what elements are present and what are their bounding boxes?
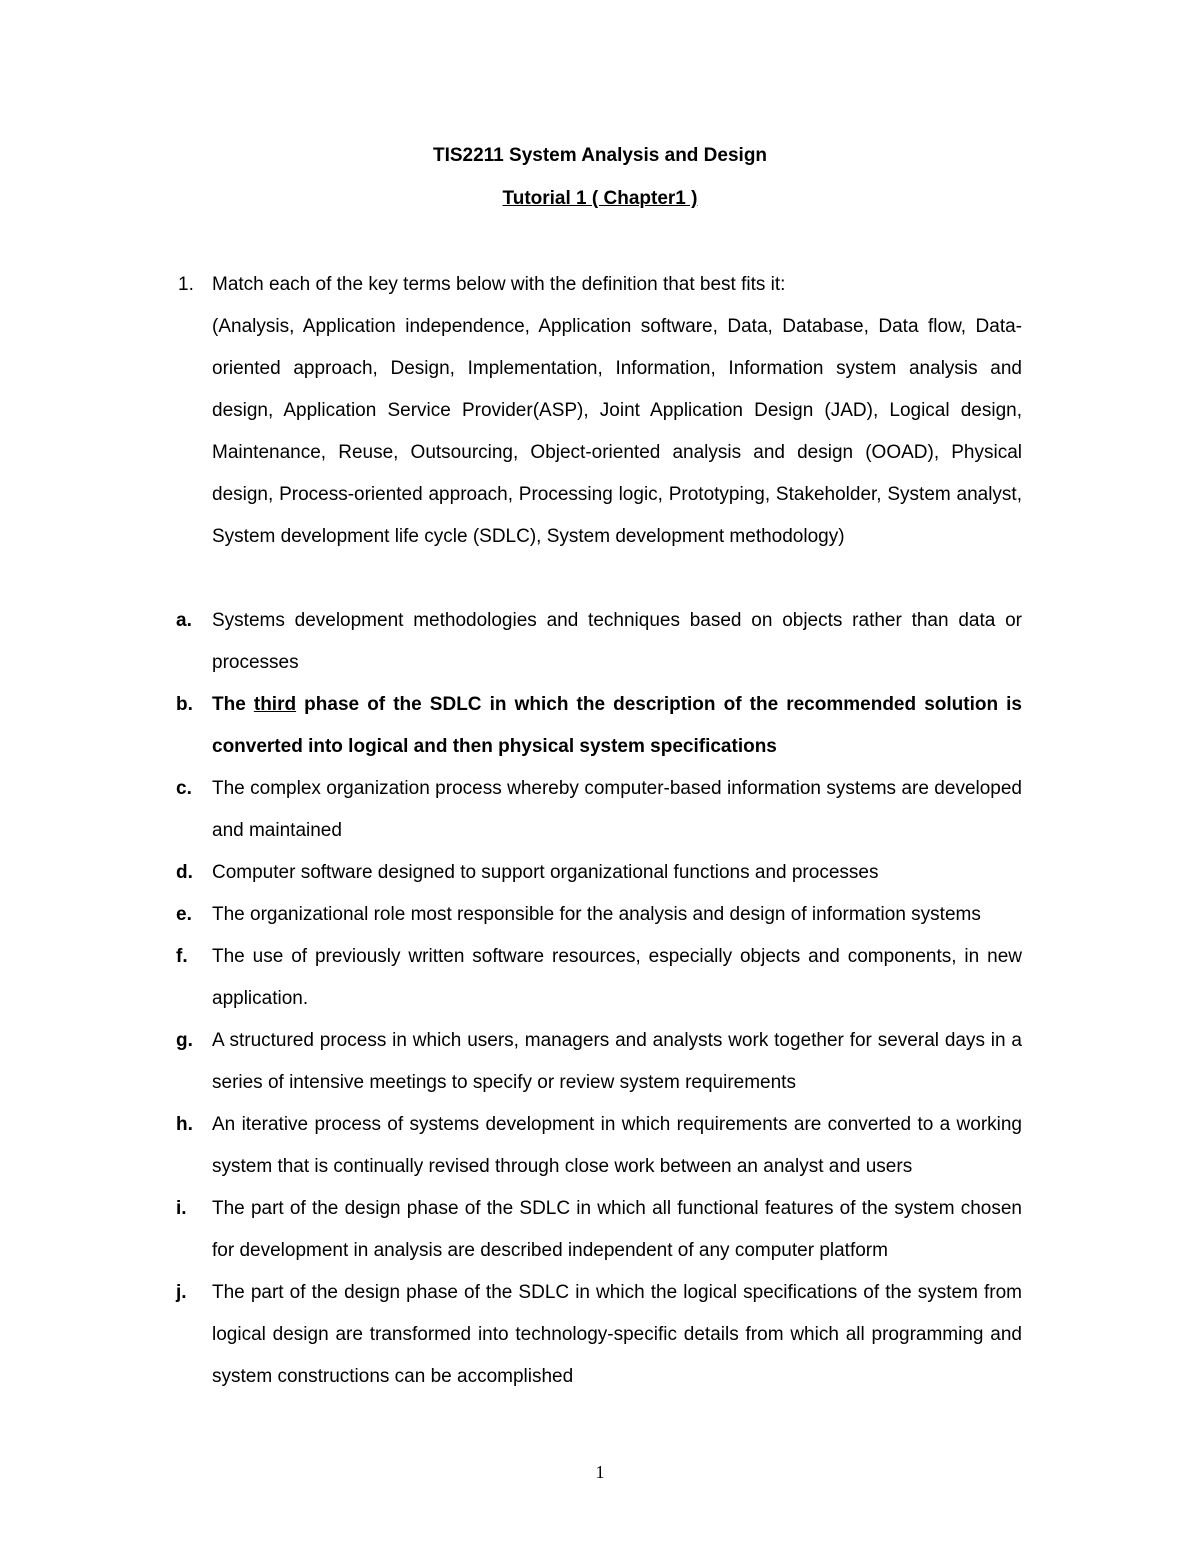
item-letter: e. <box>176 904 192 925</box>
item-text: A structured process in which users, managers and analysts work together for several days in a series of intensive meetings to specify or review system requirements <box>212 1030 1022 1093</box>
item-text: Systems development methodologies and techniques based on objects rather than data or processes <box>212 610 1022 673</box>
document-subtitle: Tutorial 1 ( Chapter1 ) <box>502 188 698 209</box>
item-text: An iterative process of systems development in which requirements are converted to a working system that is continually revised through close work between an analyst and users <box>212 1114 1022 1177</box>
question-intro: Match each of the key terms below with the definition that best fits it: <box>212 274 786 295</box>
item-letter: j. <box>176 1282 187 1303</box>
item-letter: b. <box>176 694 193 715</box>
item-letter: i. <box>176 1198 187 1219</box>
page-number: 1 <box>595 1462 605 1482</box>
list-item <box>176 1272 1022 1398</box>
item-letter: h. <box>176 1114 193 1135</box>
definitions-list <box>176 600 1022 1398</box>
item-text: Computer software designed to support organizational functions and processes <box>212 862 879 883</box>
list-item <box>176 1104 1022 1188</box>
item-letter: d. <box>176 862 193 883</box>
key-terms-list: (Analysis, Application independence, Application software, Data, Database, Data flow, Data-oriented approach, Design, Implementation, Information, Information system analysis and design, Application Service Provider(ASP), Joint Application Design (JAD), Logical design, Maintenance, Reuse, Outsourcing, Object-oriented analysis and design (OOAD), Physical design, Process-oriented approach, Processing logic, Prototyping, Stakeholder, System analyst, System development life cycle (SDLC), System development methodology) <box>212 316 1022 547</box>
item-text: The part of the design phase of the SDLC in which the logical specifications of the system from logical design are transformed into technology-specific details from which all programming and system constructions can be accomplished <box>212 1282 1022 1387</box>
item-letter: c. <box>176 778 192 799</box>
item-text: The complex organization process whereby computer-based information systems are developed and maintained <box>212 778 1022 841</box>
underlined-word: third <box>253 694 297 715</box>
item-text: The use of previously written software resources, especially objects and components, in new application. <box>212 946 1022 1009</box>
item-letter: a. <box>176 610 192 631</box>
list-item <box>176 1020 1022 1104</box>
list-item <box>176 936 1022 1020</box>
list-item <box>176 768 1022 852</box>
item-text-end: phase of the SDLC in which the description of the recommended solution is converted into logical and then physical system specifications <box>212 694 1022 757</box>
item-text: The part of the design phase of the SDLC in which all functional features of the system chosen for development in analysis are described independent of any computer platform <box>212 1198 1022 1261</box>
item-letter: g. <box>176 1030 193 1051</box>
list-item <box>176 894 1022 936</box>
item-text: The organizational role most responsible for the analysis and design of information systems <box>212 904 981 925</box>
list-item <box>176 684 1022 768</box>
item-text-start: The <box>212 694 254 715</box>
question-number: 1. <box>178 274 194 295</box>
document-title: TIS2211 System Analysis and Design <box>432 145 768 166</box>
list-item <box>176 1188 1022 1272</box>
item-letter: f. <box>176 946 188 967</box>
item-text <box>212 684 1022 768</box>
list-item <box>176 852 1022 894</box>
list-item <box>176 600 1022 684</box>
